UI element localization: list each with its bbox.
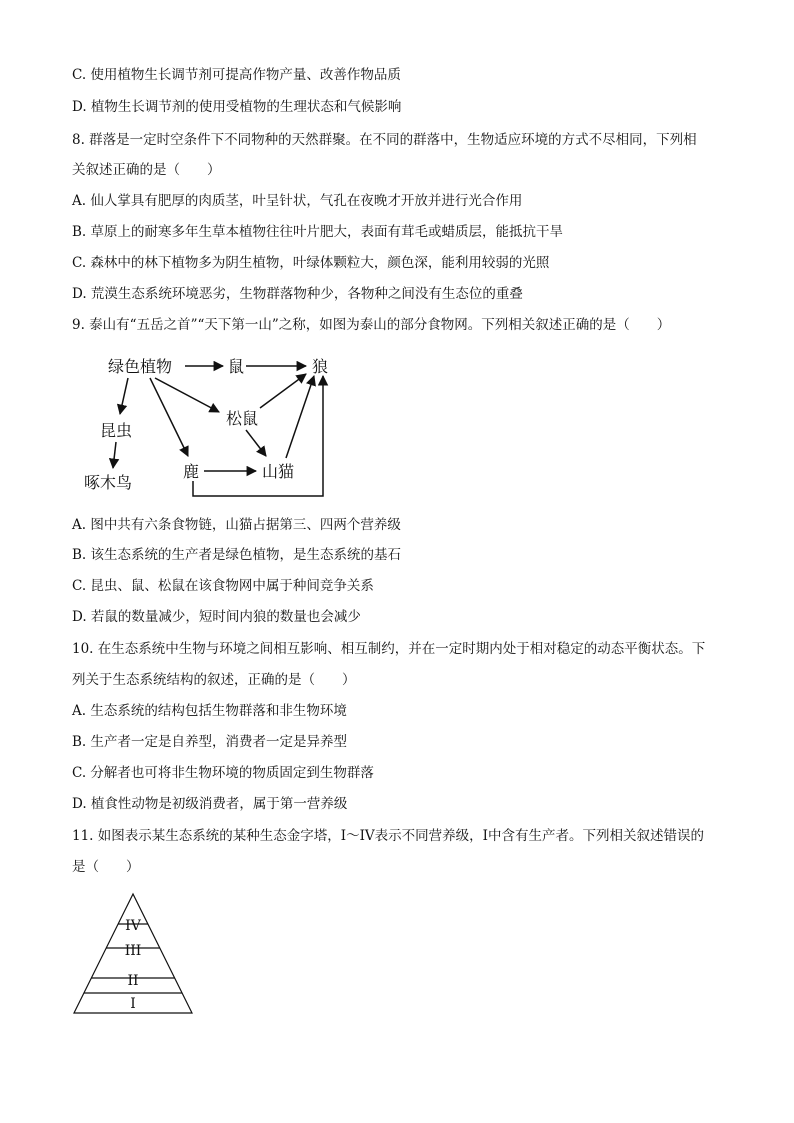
arrow-plant-deer: [150, 378, 188, 456]
pyramid-level-3: III: [124, 943, 142, 959]
q8-stem-line-2: 关叙述正确的是（ ）: [72, 162, 221, 178]
q7-option-d: D. 植物生长调节剂的使用受植物的生理状态和气候影响: [72, 99, 402, 115]
pyramid-level-4: IV: [125, 918, 141, 934]
node-woodpecker: 啄木鸟: [84, 473, 133, 492]
q8-option-c: C. 森林中的林下植物多为阴生植物，叶绿体颗粒大，颜色深，能利用较弱的光照: [72, 255, 550, 271]
q9-option-a: A. 图中共有六条食物链，山猫占据第三、四两个营养级: [72, 517, 401, 533]
node-green-plant: 绿色植物: [108, 357, 173, 376]
ecological-pyramid: [70, 890, 200, 1020]
q9-stem: 9. 泰山有“五岳之首”“天下第一山”之称，如图为泰山的部分食物网。下列相关叙述正确的是（ ）: [72, 317, 671, 333]
q10-stem-line-2: 列关于生态系统结构的叙述，正确的是（ ）: [72, 672, 356, 688]
arrow-lynx-wolf: [286, 376, 314, 458]
q11-stem-line-2: 是（ ）: [72, 859, 140, 875]
q8-stem-line-1: 8. 群落是一定时空条件下不同物种的天然群聚。在不同的群落中，生物适应环境的方式不尽相同，下列相: [72, 132, 697, 148]
q10-option-c: C. 分解者也可将非生物环境的物质固定到生物群落: [72, 765, 374, 781]
arrow-plant-insect: [120, 378, 128, 414]
node-mouse: 鼠: [228, 357, 245, 376]
arrow-deer-wolf: [193, 376, 323, 496]
pyramid-level-1: I: [130, 996, 136, 1012]
q9-option-b: B. 该生态系统的生产者是绿色植物，是生态系统的基石: [72, 547, 402, 563]
food-web-diagram: [80, 346, 350, 506]
q10-option-d: D. 植食性动物是初级消费者，属于第一营养级: [72, 796, 348, 812]
q7-option-c: C. 使用植物生长调节剂可提高作物产量、改善作物品质: [72, 67, 401, 83]
q9-option-d: D. 若鼠的数量减少，短时间内狼的数量也会减少: [72, 609, 361, 625]
arrow-squirrel-lynx: [246, 430, 266, 456]
q10-option-a: A. 生态系统的结构包括生物群落和非生物环境: [72, 703, 347, 719]
q9-option-c: C. 昆虫、鼠、松鼠在该食物网中属于种间竞争关系: [72, 578, 374, 594]
arrow-insect-woodpecker: [113, 442, 116, 468]
q8-option-d: D. 荒漠生态系统环境恶劣，生物群落物种少，各物种之间没有生态位的重叠: [72, 286, 523, 302]
pyramid-level-2: II: [127, 973, 139, 989]
q8-option-b: B. 草原上的耐寒多年生草本植物往往叶片肥大，表面有茸毛或蜡质层，能抵抗干旱: [72, 224, 564, 240]
arrow-squirrel-wolf: [260, 374, 306, 408]
node-deer: 鹿: [183, 462, 200, 481]
q10-stem-line-1: 10. 在生态系统中生物与环境之间相互影响、相互制约，并在一定时期内处于相对稳定的动态平衡状态。下: [72, 641, 706, 657]
node-insect: 昆虫: [100, 421, 133, 440]
node-squirrel: 松鼠: [226, 409, 259, 428]
q11-stem-line-1: 11. 如图表示某生态系统的某种生态金字塔，I～IV表示不同营养级，I中含有生产者。下列相关叙述错误的: [72, 828, 705, 844]
node-lynx: 山猫: [262, 462, 295, 481]
q8-option-a: A. 仙人掌具有肥厚的肉质茎，叶呈针状，气孔在夜晚才开放并进行光合作用: [72, 193, 523, 209]
node-wolf: 狼: [312, 357, 329, 376]
q10-option-b: B. 生产者一定是自养型，消费者一定是异养型: [72, 734, 348, 750]
